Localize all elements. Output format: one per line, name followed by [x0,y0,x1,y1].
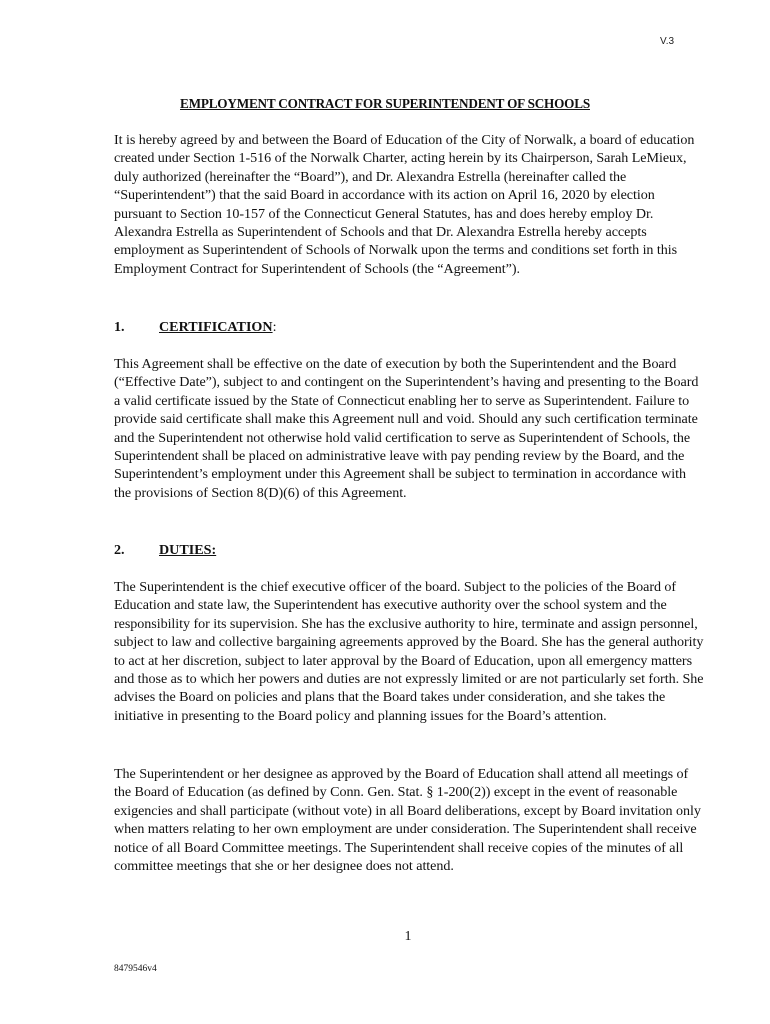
section-2-paragraph-1: The Superintendent is the chief executive officer of the board. Subject to the policies of the Board of Education and state law, the Superintendent has executive authority over the school system and the responsibility for its supervision. She has the exclusive authority to hire, terminate and assign personnel, subject to law and collective bargaining agreements approved by the Board. She has the general authority to act at her discretion, subject to later approval by the Board of Education, upon all emergency matters and those as to which her powers and duties are not expressly limited or are not particularly set forth. She advises the Board on policies and plans that the Board takes under consideration, and she takes the initiative in presenting to the Board policy and planning issues for the Board’s attention. [114,579,704,724]
intro-paragraph: It is hereby agreed by and between the Board of Education of the City of Norwalk, a board of education created under Section 1-516 of the Norwalk Charter, acting herein by its Chairperson, Sarah LeMieux, duly authorized (hereinafter the “Board”), and Dr. Alexandra Estrella (hereinafter called the “Superintendent”) that the said Board in accordance with its action on April 16, 2020 by election pursuant to Section 10-157 of the Connecticut General Statutes, has and does hereby employ Dr. Alexandra Estrella as Superintendent of Schools and that Dr. Alexandra Estrella hereby accepts employment as Superintendent of Schools of Norwalk upon the terms and conditions set forth in this Employment Contract for Superintendent of Schools (the “Agreement”). [114,132,695,277]
section-2-paragraph-2: The Superintendent or her designee as approved by the Board of Education shall attend all meetings of the Board of Education (as defined by Conn. Gen. Stat. § 1-200(2)) except in the event of reasonable exigencies and shall participate (without vote) in all Board deliberations, except by Board invitation only when matters relating to her own employment are under consideration. The Superintendent shall receive notice of all Board Committee meetings. The Superintendent shall receive copies of the minutes of all committee meetings that she or her designee does not attend. [114,766,701,875]
version-label: V.3 [660,36,675,47]
section-1-number: 1. [114,319,125,335]
page-number: 1 [404,929,412,944]
section-1-title: CERTIFICATION [159,319,273,335]
section-1-paragraph: This Agreement shall be effective on the date of execution by both the Superintendent and the Board (“Effective Date”), subject to and contingent on the Superintendent’s having and presenting to the Board a valid certificate issued by the State of Connecticut enabling her to serve as Superintendent. Failure to provide said certificate shall make this Agreement null and void. Should any such certification terminate and the Superintendent not otherwise hold valid certification to serve as Superintendent of Schools, the Superintendent shall be placed on administrative leave with pay pending review by the Board, and the Superintendent’s employment under this Agreement shall be subject to termination in accordance with the provisions of Section 8(D)(6) of this Agreement. [114,356,699,501]
document-id: 8479546v4 [114,964,157,974]
section-2-title: DUTIES: [159,542,217,558]
section-2-heading [114,541,216,559]
section-2-number: 2. [114,542,125,558]
section-1-heading [114,318,277,336]
section-1-colon: : [272,319,277,335]
document-title: EMPLOYMENT CONTRACT FOR SUPERINTENDENT OF SCHOOLS [180,96,590,111]
